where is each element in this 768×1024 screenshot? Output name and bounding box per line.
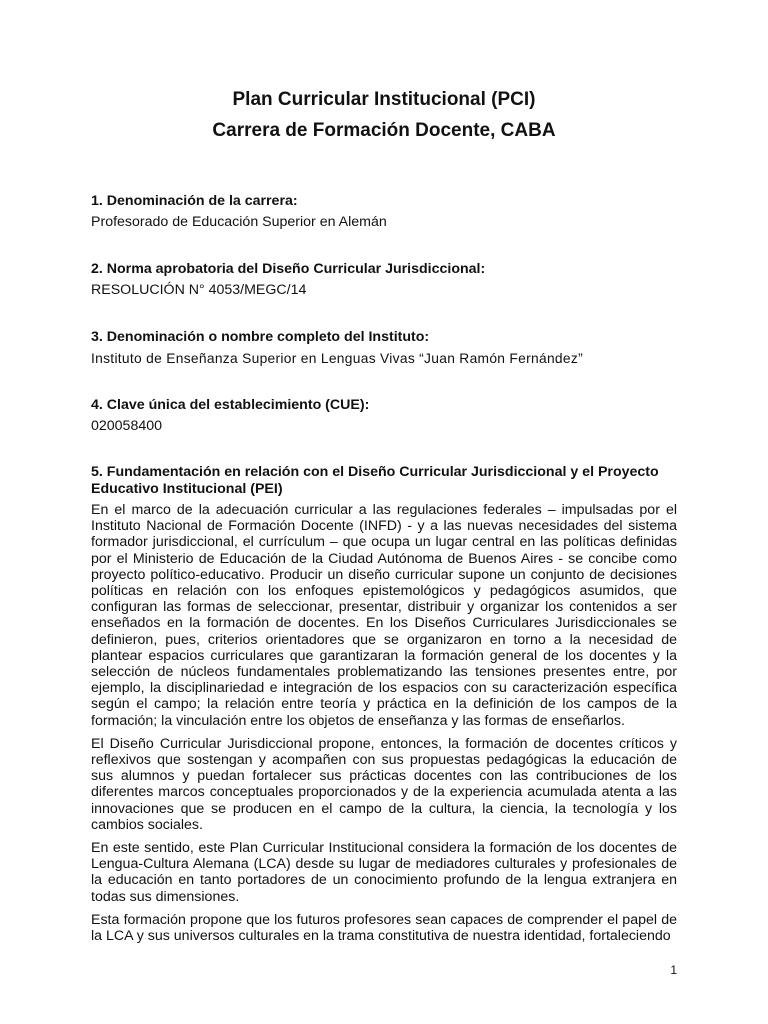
- section-3: [91, 329, 677, 367]
- section-4: [91, 397, 677, 435]
- section-heading: 3. Denominación o nombre completo del Instituto:: [91, 329, 430, 345]
- section-heading: 4. Clave única del establecimiento (CUE):: [91, 397, 370, 413]
- section-value: RESOLUCIÓN N° 4053/MEGC/14: [91, 282, 307, 298]
- section-heading: 2. Norma aprobatoria del Diseño Curricular Jurisdiccional:: [91, 261, 486, 277]
- section-value: Profesorado de Educación Superior en Alemán: [91, 214, 387, 230]
- paragraph: En el marco de la adecuación curricular a las regulaciones federales – impulsadas por el Instituto Nacional de Formación Docente (INFD) - y a las nuevas necesidades del sistema formador jurisdiccional, el currículum – que ocupa un lugar central en las políticas definidas por el Ministerio de Educación de la Ciudad Autónoma de Buenos Aires - se concibe como proyecto político-educativo. Producir un diseño curricular supone un conjunto de decisiones políticas en relación con los enfoques epistemológicos y pedagógicos asumidos, que configuran las formas de seleccionar, presentar, distribuir y organizar los contenidos a ser enseñados en la formación de docentes. En los Diseños Curriculares Jurisdiccionales se definieron, pues, criterios orientadores que se organizaron en torno a la necesidad de plantear espacios curriculares que garantizaran la formación general de los docentes y la selección de núcleos fundamentales problematizando las tensiones presentes entre, por ejemplo, la disciplinariedad e integración de los espacios con su caracterización específica según el campo; la relación entre teoría y práctica en la definición de los campos de la formación; la vinculación entre los objetos de enseñanza y las formas de enseñarlos.: [91, 502, 677, 729]
- section-value: 020058400: [91, 418, 163, 434]
- title-line-1: Plan Curricular Institucional (PCI): [232, 89, 536, 110]
- section-5: [91, 464, 677, 951]
- paragraph: En este sentido, este Plan Curricular Institucional considera la formación de los docentes de Lengua-Cultura Alemana (LCA) desde su lugar de mediadores culturales y profesionales de la educación en tanto portadores de un conocimiento profundo de la lengua extranjera en todas sus dimensiones.: [91, 840, 677, 905]
- section-value: Instituto de Enseñanza Superior en Lenguas Vivas “Juan Ramón Fernández”: [91, 351, 583, 366]
- section-heading: 1. Denominación de la carrera:: [91, 193, 298, 209]
- document-title: [0, 84, 768, 146]
- paragraph: Esta formación propone que los futuros profesores sean capaces de comprender el papel de la LCA y sus universos culturales en la trama constitutiva de nuestra identidad, fortaleciendo: [91, 911, 677, 945]
- title-line-2: Carrera de Formación Docente, CABA: [212, 120, 556, 141]
- section-2: [91, 261, 677, 299]
- section-heading: 5. Fundamentación en relación con el Diseño Curricular Jurisdiccional y el Proyecto Educativo Institucional (PEI): [91, 464, 659, 497]
- paragraph: El Diseño Curricular Jurisdiccional propone, entonces, la formación de docentes críticos y reflexivos que sostengan y acompañen con sus propuestas pedagógicas la educación de sus alumnos y puedan fortalecer sus prácticas docentes con las contribuciones de los diferentes marcos conceptuales proporcionados y de la experiencia acumulada atenta a las innovaciones que se producen en el campo de la cultura, la ciencia, la tecnología y los cambios sociales.: [91, 735, 677, 833]
- page-number: 1: [670, 963, 677, 977]
- section-1: [91, 193, 677, 231]
